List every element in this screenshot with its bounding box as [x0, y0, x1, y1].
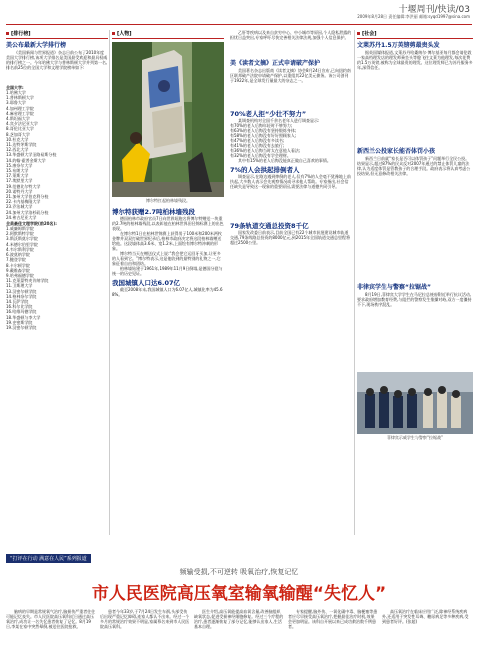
list-item: 23.乔治城大学 — [6, 204, 33, 210]
list-title: 全国大学: — [6, 85, 24, 90]
list-item: 脑病的早期是常规氧气治疗,脑损伤严重者往往可能记忆丧失。市人民医院高压氧科近日通过高压氧治疗,成功让一名失忆患者恢复了记忆。8月19日,李某在家中突然晕倒,被送往医院抢救。 — [6, 609, 96, 629]
section-label: [排行榜] — [6, 30, 108, 39]
urban-population-story: 截至2008年末,我国城镇人口为6.07亿人,城镇化率为45.68%。 — [112, 287, 223, 297]
list-item: 4.加州理工学院 — [6, 105, 34, 111]
list-item: 高压氧治疗在临床应用广泛,除神经系统疾病外,还适用于突发性耳聋、糖尿病足等多种疾病,受到患者好评。(张超) — [382, 609, 469, 624]
ranking-column — [6, 30, 108, 330]
photo-caption: 博尔特扛起柏林墙残段。 — [146, 198, 190, 203]
elderly-stats-list — [230, 123, 352, 158]
bolt-headline: 博尔特获赠2.7吨柏林墙残段 — [112, 208, 196, 216]
list-item: 柏林墙始建于1961年,1989年11月9日倒塌,是德国分裂与统一的历史见证。 — [112, 266, 223, 276]
list-item: 4.米德尔伯里学院 — [6, 241, 38, 247]
list-item: 有70%的老人后悔年轻时不够努力; — [230, 123, 293, 128]
rail-transit-story: 国家发改委日前表示,目前全国已有22个城市获批建设城市轨道交通,79条线路总投资约8000亿元,到2015年全国轨道交通总里程将超过2500公里。 — [230, 230, 350, 245]
photo-caption: 菲律宾示威学生与警察“拉锯战” — [386, 435, 444, 440]
list-item: 18.华盛顿与李大学 — [6, 314, 41, 320]
philippines-story: 8月19日,菲律宾大学学生在马尼拉总统府附近举行抗议活动,要求政府增加教育经费,与阻拦的警察发生推搡对峙,双方一度僵持不下,现场秩序混乱。 — [357, 292, 472, 307]
list-item: 19.范德比尔特大学 — [6, 183, 41, 189]
section-label: [人物] — [112, 30, 224, 39]
list-item: 3.斯沃斯莫尔学院 — [6, 236, 38, 242]
list-item: 医生介绍,高压氧能提高血氧含量,改善脑组织缺氧状态,促进受损神经细胞修复。经过三个疗程的治疗,患者逐渐恢复了部分记忆,能够认出家人,生活基本自理。 — [194, 609, 284, 629]
list-item: 13.汉密尔顿学院 — [6, 288, 37, 294]
list-item: 11.克莱蒙特麦肯纳学院 — [6, 278, 49, 284]
list-item: 17.莱斯大学 — [6, 173, 29, 179]
hospital-feature — [6, 545, 472, 663]
readers-digest-headline: 美《读者文摘》正式申请破产保护 — [230, 60, 321, 67]
feature-body — [6, 609, 472, 659]
brunei-story: 据英国媒体报道,文莱苏丹哈桑纳尔·博尔基亚每月都会请伦敦一家高档理发店的理发师乘坐头等舱飞往文莱为他理发,每次花费约1.5万英镑,被称为全球最贵的理发。这位理发师已为苏丹服务多年,深得信任。 — [357, 50, 473, 70]
list-item: 11.卫斯理大学 — [6, 283, 33, 289]
list-item: 患者今年33岁,于7月24日发生车祸,头部受伤后出现严重记忆障碍,连家人都认不出来。经过一个多月的常规治疗效果不明显,家属慕名来到市人民医院高压氧科。 — [100, 609, 190, 629]
list-item: 4.韦尔斯利学院 — [6, 246, 34, 252]
philippines-protest-photo — [357, 372, 473, 434]
list-item: 15.康奈尔大学 — [6, 162, 33, 168]
list-item: 16.哈维玛德学院 — [6, 309, 37, 315]
section-label: [社会] — [357, 30, 473, 39]
readers-digest-story: 美国著名杂志出版商《读者文摘》协会8月24日宣布,已向纽约南区联邦破产法院申请破产保护,以重组其22亿美元债务。该公司创刊于1922年,是全球发行量最大的杂志之一。 — [230, 68, 351, 83]
university-list — [6, 90, 108, 220]
fall-survey-story: 调查显示,在路边遇到摔倒的老人,仅有7%的人会毫不犹豫地上前扶起,大多数人表示会先观察情况或寻求他人帮助。专家指出,社会信任缺失是导致这一现象的重要原因,需要法律与道德共同引导。 — [230, 174, 351, 189]
list-item: 4.宾夕法尼亚大学 — [6, 121, 38, 127]
list-item: 德国柏林市政府官员7日向世界短跑名将博尔特赠送一块重约2.7吨的柏林墙残段,以表彰他在柏林世界田径锦标赛上的出色表现。 — [112, 216, 224, 231]
list-item: 在博尔特1日在柏林世锦赛上获得男子100米和200米两枚金牌并双双打破世界纪录后,柏林市政府决定将这段柏林墙赠送给他。这段墙体高3.6米、宽1.2米,上面绘有博尔特冲刺的形象。 — [112, 231, 222, 251]
masthead — [6, 0, 472, 25]
nz-referendum-story: 新西兰日前就“家长是否可以体罚孩子”问题举行全民公投。结果显示,超过87%的民众反对2007年通过的禁止体罚儿童的法律,认为适度体罚是管教孩子的合理手段。政府表示将认真考虑公投结果,但无意修改相关法律。 — [357, 156, 471, 176]
elderly-survey-end: 其中有15%的老人后悔没能真正做自己喜欢的事情。 — [238, 158, 331, 163]
elderly-survey-headline: 70%老人拒“少壮不努力” — [230, 110, 307, 118]
list-item: 3.耶鲁大学 — [6, 100, 26, 106]
brunei-headline: 文莱苏丹1.5万英镑剪最贵头发 — [357, 42, 440, 49]
list-item: 17.埃默里大学 — [6, 178, 33, 184]
ranking-headline: 美公布最新大学排行榜 — [6, 42, 67, 49]
list-item: 专家提醒,脑外伤、一氧化碳中毒、脑梗塞等患者应尽早接受高压氧治疗,把握最佳治疗时机,效果会更加明显。该科自开展以来已成功救治数千例患者。 — [288, 609, 378, 629]
list-item: 10.杜克大学 — [6, 136, 29, 142]
list-item: 有36%的老人后悔当时太在意他人看法; — [230, 148, 301, 153]
list-item: 15.布朗大学 — [6, 168, 29, 174]
bolt-story — [112, 216, 224, 276]
list-item: 21.加州大学伯克利分校 — [6, 194, 49, 200]
list-title: 全美最佳文理学院(前20名): — [6, 221, 57, 227]
list-item: 有63%的老人后悔没有坚持锻炼身体; — [230, 128, 297, 133]
list-item: 12.西北大学 — [6, 147, 29, 153]
masthead-title: 十堰周刊/快读/03 — [398, 5, 470, 15]
list-item: 19.汉密尔顿学院 — [6, 324, 37, 330]
masthead-meta: 2009年8月28日 责任编辑:李洪丽 邮箱:syqd1997@sina.com — [357, 14, 470, 19]
list-item: 24.加州大学洛杉矶分校 — [6, 209, 49, 215]
list-item: 有41%的老人后悔没有去旅行; — [230, 143, 285, 148]
list-item: 13.华盛顿大学圣路易斯分校 — [6, 152, 57, 158]
series-tag: “打评在行动 满意在人民”系列报道 — [6, 554, 91, 563]
list-item: 1.哈佛大学 — [6, 90, 26, 95]
ranking-intro: 《美国新闻与世界报道》杂志日前公布了2010年度美国大学排行榜,该项大学排名是美国最受欢迎和最具权威的排行榜之一。今年哈佛大学与普林斯顿大学并列第一名,排名前25位的全国大学和文理学院榜单如下: — [6, 50, 108, 70]
feature-headline: 市人民医院高压氧室输氧输醒“失忆人” — [91, 584, 387, 604]
society-column — [357, 30, 473, 441]
bolt-wall-photo — [112, 42, 224, 197]
list-item: 14.瓦萨学院 — [6, 298, 29, 304]
list-item: 20.诺特丹大学 — [6, 188, 33, 194]
elderly-survey-intro: 某调查机构对全国千余名老年人进行调查显示: — [238, 118, 320, 123]
list-item: 有32%的老人后悔没有学会理财。 — [230, 153, 291, 158]
list-item: 22.卡内基梅隆大学 — [6, 199, 41, 205]
list-item: 博尔特当天在赠送仪式上说:“我会把它运回牙买加,让更多的人看到它。”博尔特表示,这是他收到的最特别的礼物之一,它象征着自由和团结。 — [112, 251, 221, 266]
list-item: 19.史密斯学院 — [6, 319, 33, 325]
list-item: 有47%的老人后悔没有多读书; — [230, 138, 285, 143]
people-column — [112, 30, 352, 297]
list-item: 7.鲍登学院 — [6, 257, 26, 263]
list-item: 2.阿默斯特学院 — [6, 231, 34, 237]
list-item: 14.约翰·霍普金斯大学 — [6, 157, 46, 163]
list-item: 11.达特茅斯学院 — [6, 142, 37, 148]
rail-transit-headline: 79条轨道交通总投资8千亿 — [230, 222, 309, 230]
list-item: 6.波莫纳学院 — [6, 252, 30, 258]
list-item: 4.斯坦福大学 — [6, 116, 30, 122]
list-item: 有58%的老人后悔没有好好照顾家人; — [230, 133, 297, 138]
list-item: 9.哈弗福德学院 — [6, 272, 34, 278]
list-item: 1.普林斯顿大学 — [6, 95, 34, 101]
list-item: 8.卡尔顿学院 — [6, 262, 30, 268]
fall-survey-headline: 7%的人会拱起排倒者人 — [230, 166, 300, 174]
list-item: 8.芝加哥大学 — [6, 131, 30, 137]
list-item: 16.科尔比学院 — [6, 304, 33, 310]
list-item: 9.戴维森学院 — [6, 267, 30, 273]
list-item: 8.哥伦比亚大学 — [6, 126, 34, 132]
list-item: 4.麻省理工学院 — [6, 110, 34, 116]
nz-referendum-headline: 新西兰公投家长能否体罚小孩 — [357, 148, 436, 155]
philippines-headline: 非律宾学生与警察“拉锯战” — [357, 284, 431, 291]
feature-kicker: 频输受损,不可逆转 吸氧治疗,恢复记忆 — [179, 568, 299, 576]
privacy-story: 乙肝等疾病以及来自贫穷中心、中小城市等原因,个人隐私泄露的担忧日益突出,专家呼吁尽快完善相关法律法规,加强个人信息保护。 — [230, 30, 352, 40]
college-list — [6, 226, 108, 330]
list-item: 24.弗吉尼亚大学 — [6, 214, 37, 220]
urban-population-headline: 我国城镇人口达6.07亿 — [112, 279, 181, 287]
list-item: 1.威廉姆斯学院 — [6, 226, 34, 232]
list-item: 14.格林奈尔学院 — [6, 293, 37, 299]
